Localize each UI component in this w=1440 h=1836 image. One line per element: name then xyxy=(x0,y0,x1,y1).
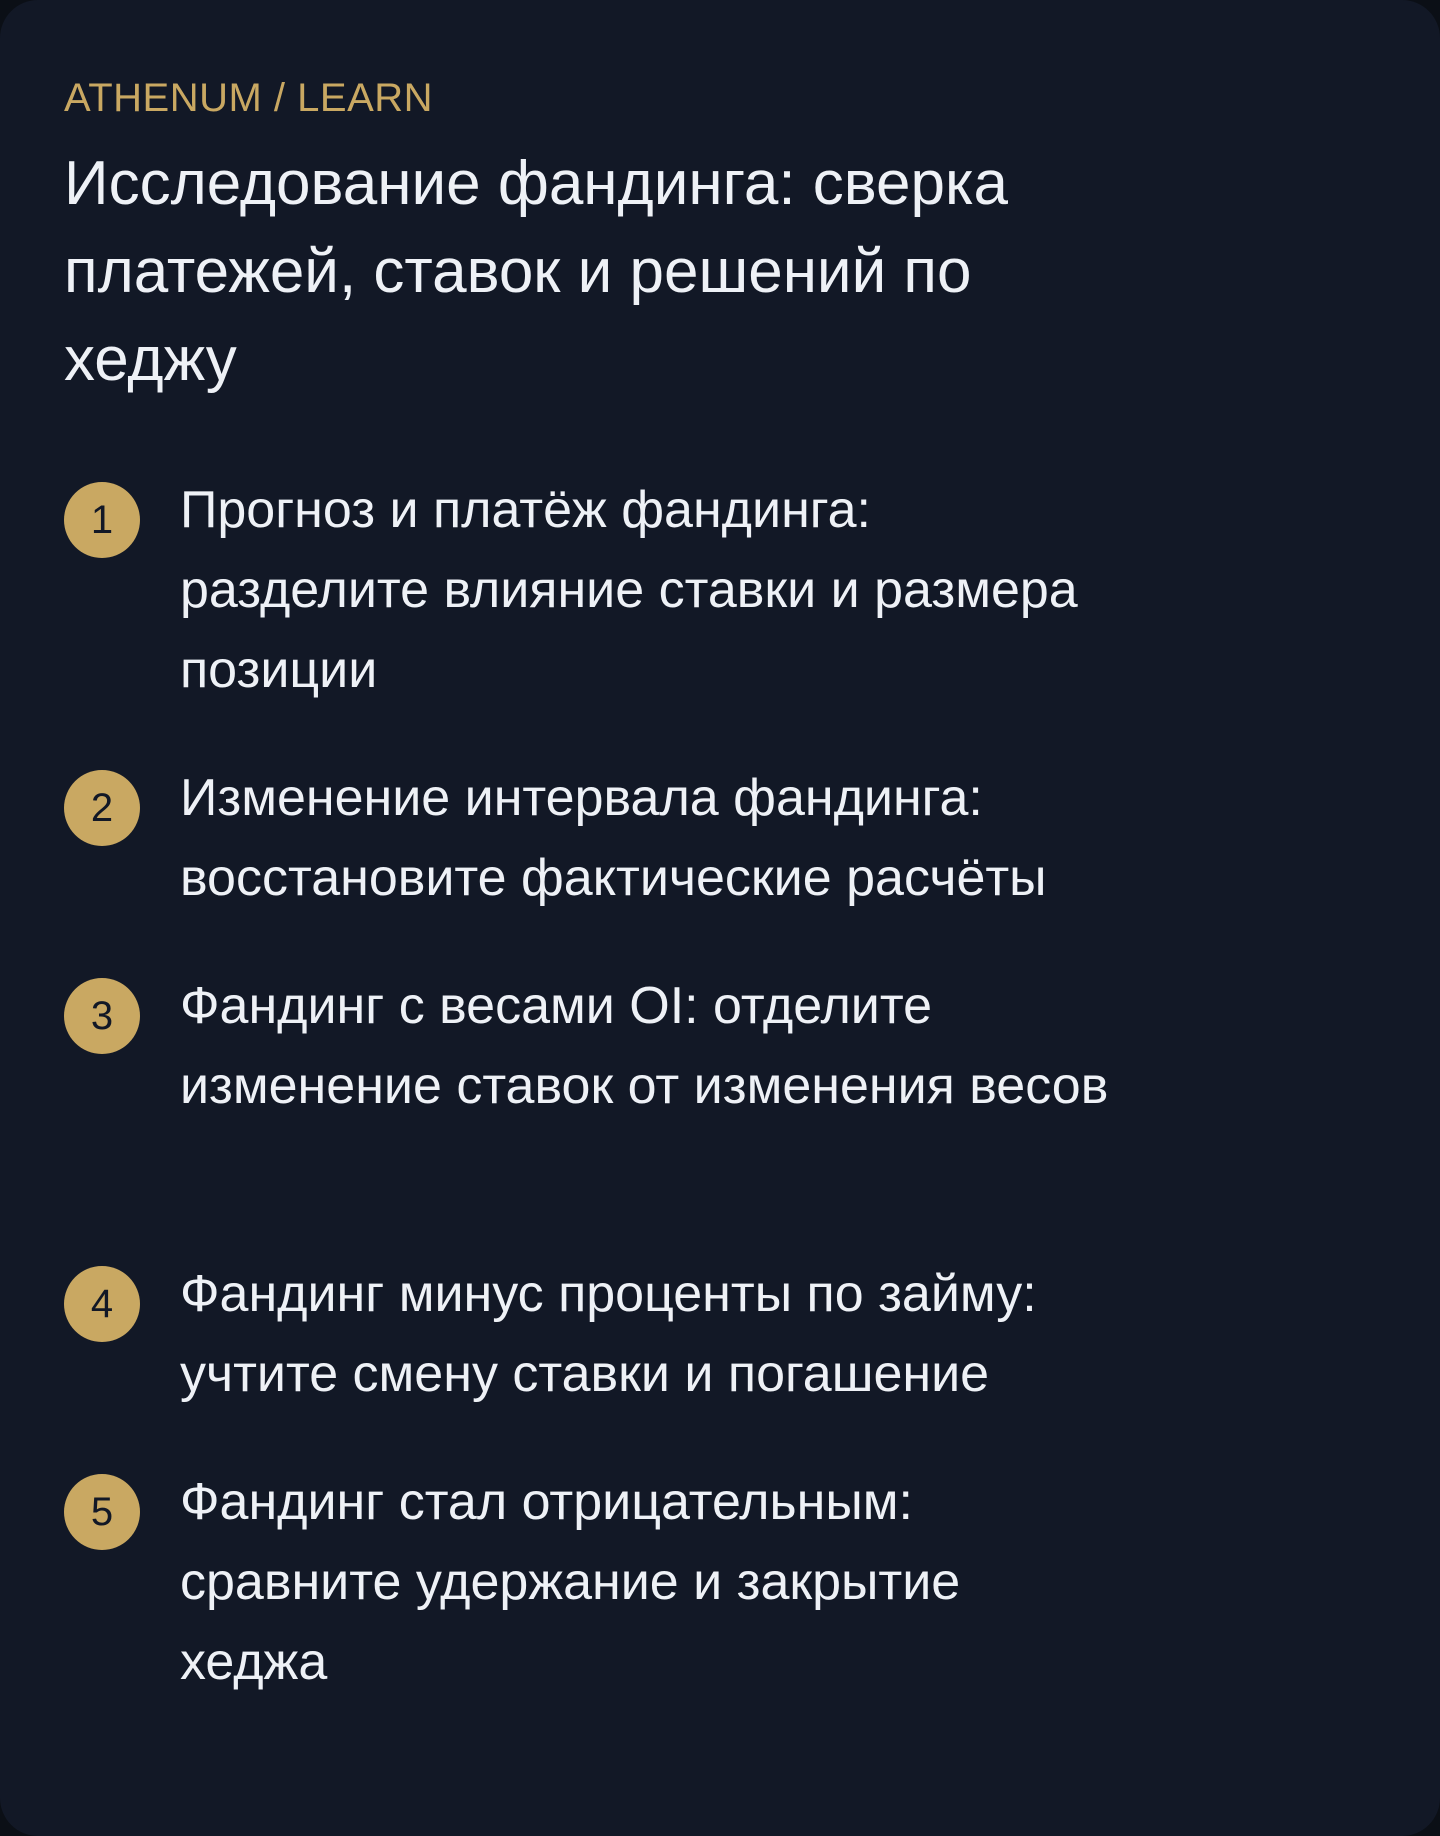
step-label: Фандинг с весами OI: отделите изменение ставок от изменения весов xyxy=(180,977,1109,1115)
step-label: Фандинг стал отрицательным: сравните удержание и закрытие хеджа xyxy=(180,1473,961,1691)
step-label: Прогноз и платёж фандинга: разделите влияние ставки и размера позиции xyxy=(180,481,1078,699)
step-number-badge: 2 xyxy=(64,770,140,846)
step-number-badge: 3 xyxy=(64,978,140,1054)
breadcrumb[interactable]: ATHENUM / LEARN xyxy=(64,76,434,120)
step-number-badge: 1 xyxy=(64,482,140,558)
step-label: Фандинг минус проценты по займу: учтите смену ставки и погашение xyxy=(180,1265,1037,1403)
step-label: Изменение интервала фандинга: восстановите фактические расчёты xyxy=(180,769,1047,907)
step-number-badge: 4 xyxy=(64,1266,140,1342)
page-title: Исследование фандинга: сверка платежей, ставок и решений по хеджу xyxy=(64,149,1008,394)
step-number-badge: 5 xyxy=(64,1474,140,1550)
